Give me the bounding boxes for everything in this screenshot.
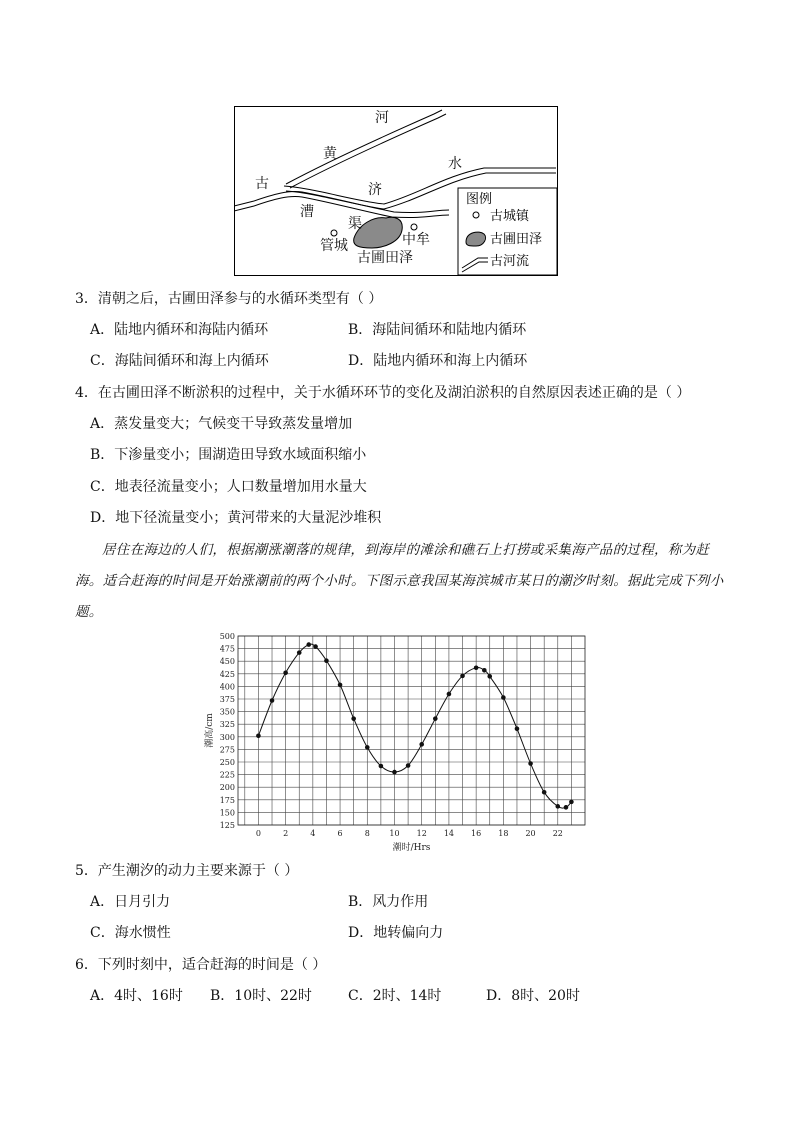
- q6-stem: 6．下列时刻中，适合赶海的时间是（ ）: [75, 957, 327, 973]
- x-tick-label: 16: [471, 829, 482, 838]
- q5-option-c[interactable]: C．海水惯性: [90, 925, 171, 941]
- q4-option-b[interactable]: B．下渗量变小；围湖造田导致水域面积缩小: [90, 447, 367, 463]
- data-point: [555, 804, 560, 809]
- x-tick-label: 22: [552, 829, 563, 838]
- y-tick-label: 400: [219, 682, 235, 692]
- q5-option-d[interactable]: D．地转偏向力: [348, 925, 444, 941]
- q6-option-a[interactable]: A．4时、16时: [90, 988, 183, 1004]
- legend-item-town: 古城镇: [490, 209, 530, 224]
- data-point: [542, 790, 547, 795]
- data-point: [460, 674, 465, 679]
- q3-option-d[interactable]: D．陆地内循环和海上内循环: [348, 353, 528, 369]
- q5-stem: 5．产生潮汐的动力主要来源于（ ）: [75, 863, 299, 879]
- y-tick-label: 150: [219, 808, 235, 818]
- legend-item-lake: 古圃田泽: [490, 232, 543, 247]
- data-point: [379, 764, 384, 769]
- data-point: [447, 692, 452, 697]
- guancheng-town-icon: [331, 230, 337, 236]
- y-tick-label: 250: [219, 758, 235, 767]
- tide-curve: [258, 644, 571, 808]
- data-point: [419, 742, 424, 747]
- label-lake: 古圃田泽: [357, 250, 413, 266]
- x-tick-label: 20: [525, 829, 536, 838]
- q5-option-b[interactable]: B．风力作用: [348, 894, 429, 910]
- map-figure: [234, 106, 560, 278]
- data-point: [324, 658, 329, 663]
- data-point: [487, 674, 492, 679]
- data-point: [283, 670, 288, 675]
- data-point: [501, 695, 506, 700]
- x-tick-label: 18: [498, 829, 509, 838]
- data-point: [392, 770, 397, 775]
- q6-option-d[interactable]: D．8时、20时: [486, 988, 580, 1004]
- x-tick-label: 2: [283, 829, 289, 838]
- legend-town-icon: [473, 212, 479, 218]
- data-point: [297, 650, 302, 655]
- passage-text: 居住在海边的人们，根据潮涨潮落的规律，到海岸的滩涂和礁石上打捞或采集海产品的过程，称为赶海。适合赶海的时间是开始涨潮前的两个小时。下图示意我国某海滨城市某日的潮汐时刻。据此完成下列小题。: [75, 542, 724, 620]
- data-point: [482, 668, 487, 673]
- q3-option-c[interactable]: C．海陆间循环和海上内循环: [90, 353, 269, 369]
- data-point: [515, 726, 520, 731]
- data-point: [306, 642, 311, 647]
- legend-title: 图例: [466, 192, 493, 207]
- q4-option-d[interactable]: D．地下径流量变小；黄河带来的大量泥沙堆积: [90, 510, 382, 526]
- q4-option-c[interactable]: C．地表径流量变小；人口数量增加用水量大: [90, 479, 367, 495]
- y-tick-label: 200: [219, 783, 235, 793]
- x-tick-label: 4: [310, 829, 316, 838]
- label-guancheng: 管城: [320, 238, 348, 254]
- q4-stem: 4．在古圃田泽不断淤积的过程中，关于水循环环节的变化及湖泊淤积的自然原因表述正确的是（ ）: [75, 385, 691, 401]
- x-tick-label: 6: [337, 829, 343, 838]
- y-tick-label: 475: [219, 644, 235, 654]
- label-ji: 济: [368, 182, 382, 198]
- y-axis-label: 潮高/cm: [205, 713, 215, 748]
- data-point: [365, 745, 370, 750]
- x-axis-label: 潮时/Hrs: [392, 843, 431, 853]
- data-point: [313, 644, 318, 649]
- q4-option-a[interactable]: A．蒸发量变大；气候变干导致蒸发量增加: [90, 416, 353, 432]
- x-tick-label: 14: [443, 829, 455, 838]
- data-point: [564, 805, 569, 810]
- zhongmou-town-icon: [411, 224, 417, 230]
- label-shui: 水: [448, 156, 462, 172]
- y-tick-label: 375: [219, 695, 235, 704]
- data-point: [256, 733, 261, 738]
- tide-chart: [200, 628, 600, 858]
- q6-option-b[interactable]: B．10时、22时: [210, 988, 312, 1004]
- label-qu: 渠: [348, 216, 362, 232]
- y-tick-label: 275: [219, 745, 235, 755]
- legend-item-river: 古河流: [490, 254, 530, 269]
- plot-frame: [238, 636, 585, 825]
- y-tick-label: 225: [219, 770, 235, 780]
- map-legend: [458, 188, 557, 275]
- x-tick-label: 8: [364, 829, 370, 838]
- data-point: [351, 716, 356, 721]
- x-tick-label: 12: [416, 829, 427, 838]
- label-cao: 漕: [300, 204, 314, 220]
- y-tick-label: 300: [219, 732, 235, 742]
- data-point: [433, 716, 438, 721]
- y-tick-label: 325: [219, 720, 235, 730]
- y-tick-label: 450: [219, 657, 235, 667]
- y-tick-label: 175: [219, 795, 235, 805]
- data-point: [569, 800, 574, 805]
- q5-option-a[interactable]: A．日月引力: [90, 894, 171, 910]
- label-huang: 黄: [323, 146, 337, 162]
- q3-option-b[interactable]: B．海陆间循环和陆地内循环: [348, 322, 527, 338]
- label-gu: 古: [255, 176, 269, 192]
- y-tick-label: 425: [219, 669, 235, 679]
- y-tick-label: 500: [219, 632, 235, 641]
- q3-option-a[interactable]: A．陆地内循环和海陆内循环: [90, 322, 269, 338]
- data-point: [474, 665, 479, 670]
- y-tick-label: 125: [219, 821, 235, 830]
- y-tick-label: 350: [219, 707, 235, 717]
- q6-option-c[interactable]: C．2时、14时: [348, 988, 442, 1004]
- data-point: [270, 698, 275, 703]
- data-point: [406, 763, 411, 768]
- x-tick-label: 10: [389, 829, 400, 838]
- q3-stem: 3．清朝之后，古圃田泽参与的水循环类型有（ ）: [75, 291, 383, 307]
- data-point: [528, 761, 533, 766]
- x-tick-label: 0: [255, 829, 261, 838]
- data-point: [338, 683, 343, 688]
- label-he: 河: [375, 110, 389, 126]
- label-zhongmou: 中牟: [402, 232, 430, 248]
